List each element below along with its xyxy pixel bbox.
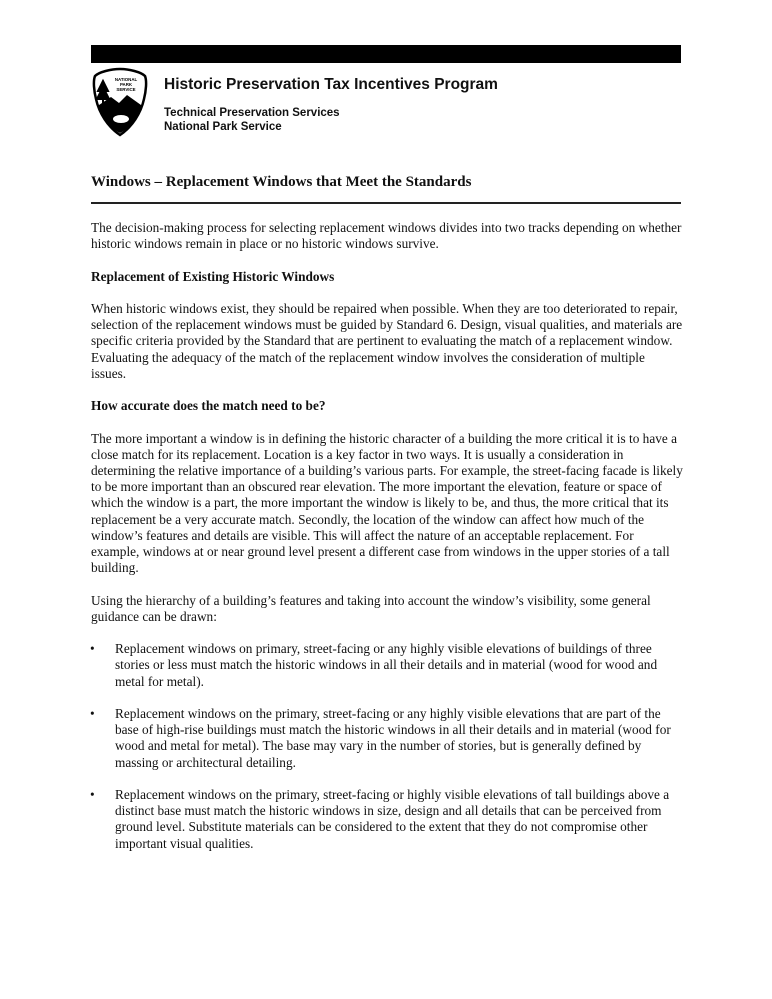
list-item (91, 787, 683, 852)
svg-text:PARK: PARK (119, 82, 133, 87)
list-item-text: Replacement windows on the primary, street-facing or any highly visible elevations that are part of the base of high-rise buildings must match the historic windows in all their details and in material (wood for wood and metal for metal). The base may vary in the number of stories, but is generally defined by massing or architectural detailing. (115, 705, 671, 770)
list-item-text: Replacement windows on the primary, street-facing or highly visible elevations of tall buildings above a distinct base must match the historic windows in size, design and all details that can be perceived from ground level. Substitute materials can be considered to the extent that they do not compromise other important visual qualities. (115, 786, 670, 851)
bullet-icon: • (90, 641, 95, 657)
program-title: Historic Preservation Tax Incentives Program (164, 76, 498, 93)
document-title: Windows – Replacement Windows that Meet the Standards (91, 174, 472, 190)
guidance-list (91, 641, 683, 852)
svg-text:NATIONAL: NATIONAL (114, 77, 138, 82)
existing-windows-paragraph: When historic windows exist, they should be repaired when possible. When they are too deteriorated to repair, selection of the replacement windows must be guided by Standard 6. Design, visual qualities, and materials are specific criteria provided by the Standard that are pertinent to evaluating the match of a replacement window. Evaluating the adequacy of the match of the replacement window involves the consideration of multiple issues. (91, 300, 683, 381)
header-black-bar (91, 45, 681, 63)
guidance-intro-paragraph: Using the hierarchy of a building’s features and taking into account the window’s visibility, some general guidance can be drawn: (91, 592, 651, 624)
title-divider (91, 202, 681, 204)
document-body (91, 220, 683, 868)
bullet-icon: • (90, 705, 95, 721)
nps-arrowhead-icon (91, 67, 149, 137)
section-heading-existing-windows: Replacement of Existing Historic Windows (91, 268, 335, 284)
program-subtitle-tps: Technical Preservation Services (164, 107, 340, 119)
intro-paragraph: The decision-making process for selecting replacement windows divides into two tracks depending on whether historic windows remain in place or no historic windows survive. (91, 220, 682, 252)
svg-text:SERVICE: SERVICE (116, 87, 136, 92)
match-accuracy-paragraph: The more important a window is in defining the historic character of a building the more critical it is to have a close match for its replacement. Location is a key factor in two ways. It is usually a consideration in determining the relative importance of a building’s various parts. For example, the street-facing facade is likely to be more important than an obscured rear elevation. The more important the elevation, feature or space of which the window is a part, the more important the window is likely to be, and thus, the more critical that its replacement be a very accurate match. Secondly, the location of the window can affect how much of the window’s features and details are visible. This will affect the nature of an acceptable replacement. For example, windows at or near ground level present a different case from windows in the upper stories of a tall building. (91, 430, 683, 576)
section-heading-match-accuracy: How accurate does the match need to be? (91, 398, 326, 414)
list-item (91, 641, 683, 690)
list-item (91, 706, 683, 771)
list-item-text: Replacement windows on primary, street-facing or any highly visible elevations of buildings of three stories or less must match the historic windows in all their details and in material (wood for wood and metal for metal). (115, 641, 658, 689)
program-subtitle-nps: National Park Service (164, 121, 282, 133)
bullet-icon: • (90, 786, 95, 802)
